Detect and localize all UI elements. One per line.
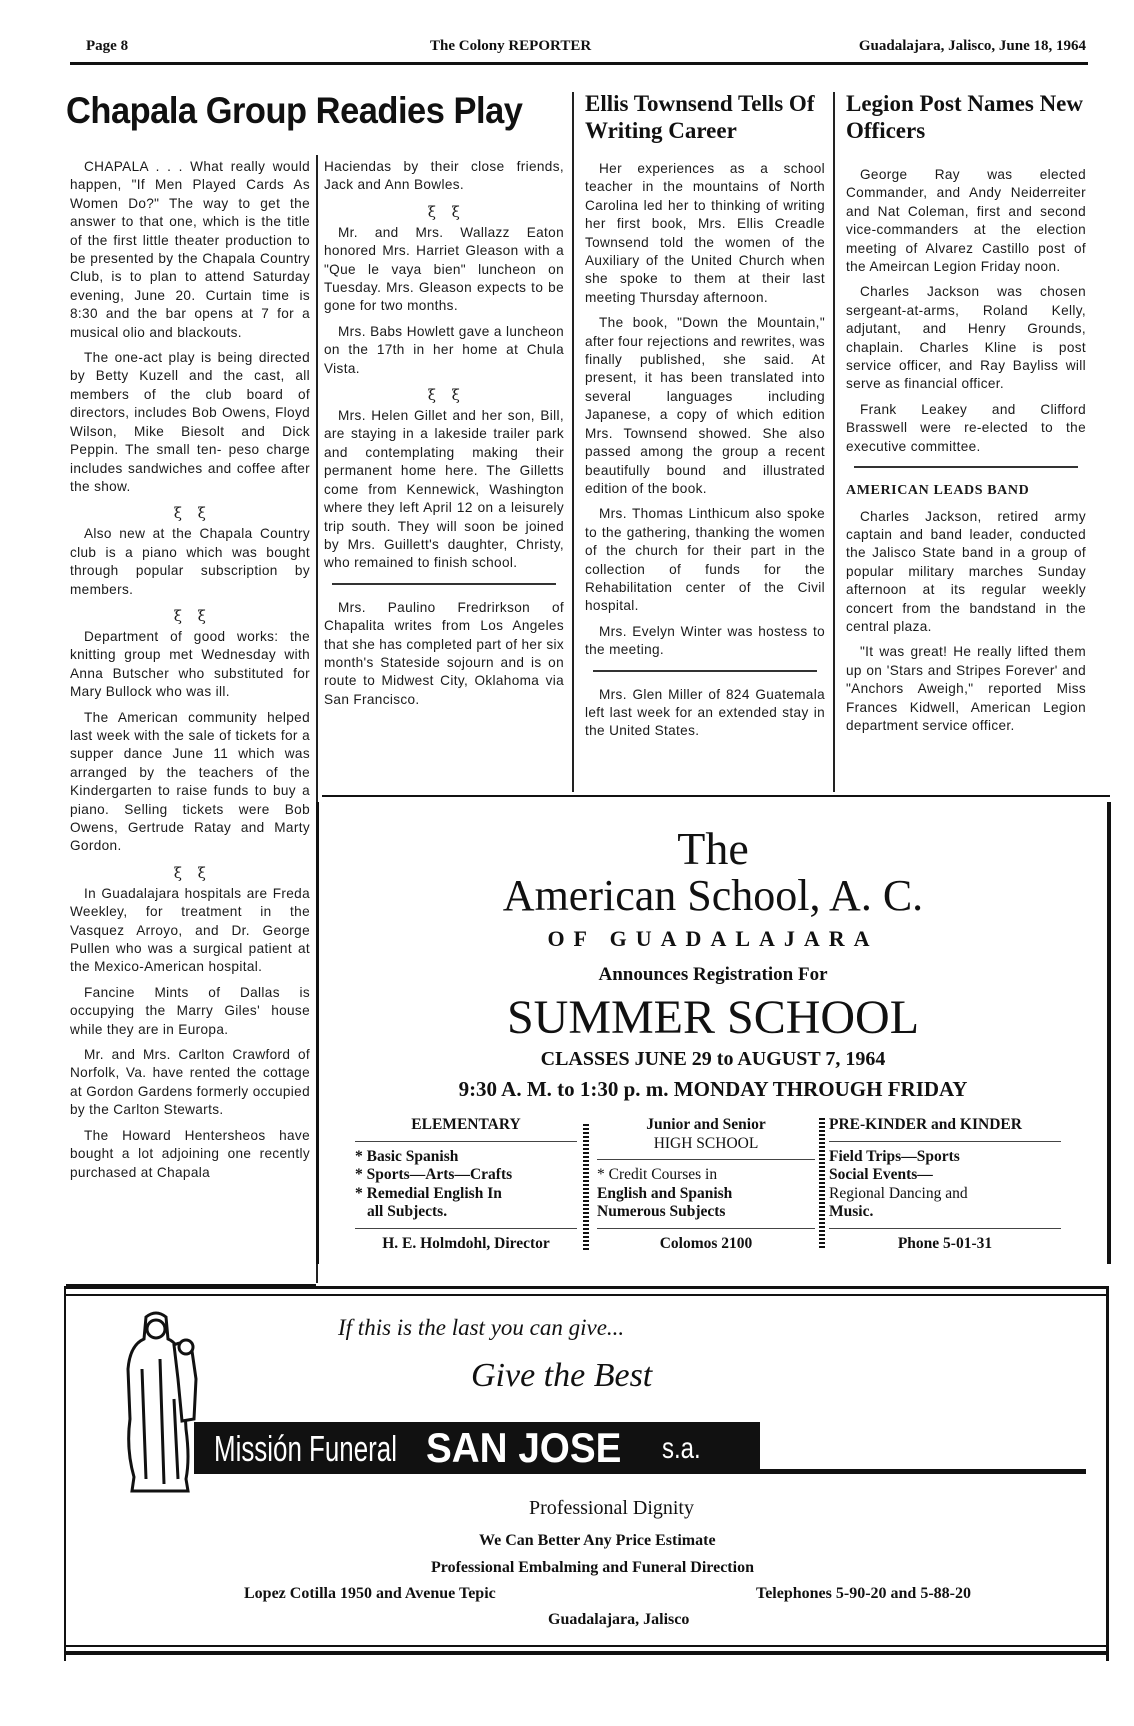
ad-column-footer: Colomos 2100	[659, 1234, 753, 1252]
ad-class-dates: CLASSES JUNE 29 to AUGUST 7, 1964	[540, 1048, 886, 1070]
ad-column-kinder	[829, 1116, 1061, 1253]
article-paragraph: Charles Jackson, retired army captain and band leader, conducted the Jalisco State band in a group of popular military marches Sunday afternoon at its regular weekly concert from the bandstand in the central plaza.	[846, 508, 1086, 634]
ad-announces: Announces Registration For	[598, 964, 828, 985]
ad-item: Field Trips—Sports	[829, 1147, 960, 1165]
ad-item: * Basic Spanish	[355, 1147, 459, 1165]
ad-column-title: ELEMENTARY	[411, 1116, 521, 1133]
chapala-column-2	[324, 158, 564, 716]
divider	[355, 1141, 577, 1142]
ornament-icon	[70, 863, 310, 885]
article-paragraph: Mrs. Evelyn Winter was hostess to the meeting.	[585, 623, 825, 658]
ad-item: * Credit Courses in	[597, 1166, 718, 1183]
legion-article	[846, 166, 1086, 742]
masthead-rule	[70, 62, 1088, 65]
ad-column-high-school	[597, 1116, 815, 1253]
divider	[597, 1228, 815, 1229]
ad-the: The	[677, 823, 749, 874]
divider	[597, 1159, 815, 1160]
article-paragraph: Her experiences as a school teacher in the mountains of North Carolina led her to thinking of writing her first book, Mrs. Ellis Creadle Townsend told the women of the Auxiliary of the United Church when she spoke to them at their last meeting Thursday afternoon.	[585, 161, 825, 305]
ad-top-rule	[322, 795, 1110, 797]
section-divider	[332, 583, 556, 585]
divider	[829, 1141, 1061, 1142]
ad-phones: Telephones 5-90-20 and 5-88-20	[756, 1585, 971, 1602]
paper-name: The Colony REPORTER	[430, 38, 592, 54]
ad-bottom-rule	[66, 1645, 1106, 1647]
article-paragraph: The American community helped last week with the sale of tickets for a supper dance June 11 which was arranged by the teachers of the Kindergarten to raise funds to buy a piano. Selling tickets were Bob Owens, Gertrude Ratay and Marty Gordon.	[70, 709, 310, 854]
brand-banner	[194, 1422, 760, 1474]
ad-dignity: Professional Dignity	[529, 1497, 694, 1519]
brand-prefix: Missión Funeral	[214, 1428, 397, 1469]
dateline: Guadalajara, Jalisco, June 18, 1964	[858, 38, 1086, 54]
article-paragraph: Mr. and Mrs. Carlton Crawford of Norfolk, Va. have rented the cottage at Gordon Gardens formerly occupied by the Carlton Stewarts.	[70, 1047, 310, 1118]
chapala-column-1	[70, 158, 310, 1189]
column-rule	[833, 92, 835, 792]
article-paragraph: Mrs. Babs Howlett gave a luncheon on the 17th in her home at Chula Vista.	[324, 323, 564, 376]
section-divider	[593, 670, 817, 672]
ad-item: all Subjects.	[367, 1203, 448, 1220]
column-rule	[572, 92, 574, 792]
brand-name: SAN JOSE	[426, 1424, 622, 1471]
article-paragraph: CHAPALA . . . What really would happen, "If Men Played Cards As Women Do?" The way to get the answer to that one, which is the title of the first little theater production to be presented by the Chapala Country Club, is to plan to attend Saturday evening, June 20. Curtain time is 8:30 and the bar opens at 7 for a musical olio and blackouts.	[70, 159, 310, 340]
divider	[829, 1228, 1061, 1229]
townsend-article	[585, 160, 825, 748]
ornament-icon	[70, 606, 310, 628]
article-paragraph: Frank Leakey and Clifford Brasswell were re-elected to the executive committee.	[846, 401, 1086, 454]
ad-column-title: PRE-KINDER and KINDER	[829, 1116, 1022, 1133]
ad-column-footer: Phone 5-01-31	[897, 1234, 993, 1252]
article-paragraph: Mr. and Mrs. Wallazz Eaton honored Mrs. Harriet Gleason with a "Que le vaya bien" luncheon on Tuesday. Mrs. Gleason expects to be gone for two months.	[324, 224, 564, 314]
ornament-icon	[70, 503, 310, 525]
article-paragraph: Mrs. Helen Gillet and her son, Bill, are staying in a lakeside trailer park and contemplating making their permanent home here. The Gilletts come from Kennewick, Washington where they left April 12 on a leisurely trip south. They will soon be joined by Mrs. Guillett's daughter, Christy, who remained to finish school.	[324, 408, 564, 571]
ad-column-elementary	[355, 1116, 577, 1253]
ornament-icon	[324, 202, 564, 224]
article-paragraph: Also new at the Chapala Country club is a piano which was bought through popular subscription by members.	[70, 526, 310, 597]
legion-headline: Legion Post Names New Officers	[846, 91, 1083, 143]
article-paragraph: George Ray was elected Commander, and Andy Neiderreiter and Nat Coleman, first and second vice-commanders at the election meeting of Alvarez Castillo post of the Ameircan Legion Friday noon.	[846, 167, 1086, 275]
ad-item: * Remedial English In	[355, 1184, 502, 1202]
article-paragraph: Mrs. Glen Miller of 824 Guatemala left last week for an extended stay in the United States.	[585, 686, 825, 739]
ornament-icon	[324, 385, 564, 407]
article-paragraph: Department of good works: the knitting group met Wednesday with Anna Butscher who substituted for Mary Bullock who was ill.	[70, 628, 310, 700]
divider	[355, 1228, 577, 1229]
ad-item: English and Spanish	[597, 1184, 733, 1202]
article-paragraph: In Guadalajara hospitals are Freda Weekley, for treatment in the Vasquez Arroyo, and Dr. George Pullen who was a surgical patient at the Mexico-American hospital.	[70, 885, 310, 975]
ad-bottom-rule	[66, 1651, 1106, 1655]
brand-underline	[760, 1469, 1086, 1474]
article-paragraph: The book, "Down the Mountain," after four rejections and rewrites, was finally published, she said. At present, it has been translated into several languages including Japanese, a copy of which edition Mrs. Townsend showed. She also passed among the group a recent beautifully bound and illustrated edition of the book.	[585, 315, 825, 496]
article-paragraph: Mrs. Thomas Linthicum also spoke to the gathering, thanking the women of the church for their part in the collection of funds for the Rehabilitation center of the Civil hospital.	[585, 506, 825, 614]
american-school-ad	[316, 802, 1111, 1264]
ad-item: * Sports—Arts—Crafts	[355, 1166, 513, 1183]
townsend-headline: Ellis Townsend Tells Of Writing Career	[585, 91, 815, 143]
band-subheading: AMERICAN LEADS BAND	[846, 483, 1030, 499]
ad-column-title: Junior and Senior	[646, 1116, 766, 1133]
page-number: Page 8	[86, 38, 129, 54]
ad-slogan: Give the Best	[471, 1357, 653, 1394]
article-paragraph: Charles Jackson was chosen sergeant-at-arms, Roland Kelly, adjutant, and Henry Grounds, chaplain. Charles Kline is post service officer, and Ray Bayliss will serve as financial officer.	[846, 284, 1086, 392]
ad-item: Regional Dancing and	[829, 1184, 968, 1202]
ad-column-subtitle: HIGH SCHOOL	[653, 1134, 759, 1152]
funeral-ad	[64, 1286, 1109, 1661]
article-paragraph: "It was great! He really lifted them up on 'Stars and Stripes Forever' and "Anchors Aweigh," reported Miss Frances Kidwell, American Legion department service officer.	[846, 644, 1086, 733]
ad-price: We Can Better Any Price Estimate	[479, 1532, 716, 1549]
brand-suffix: s.a.	[662, 1432, 701, 1465]
ad-inner-rule	[66, 1294, 1106, 1296]
article-paragraph: The Howard Hentersheos have bought a lot adjoining one recently purchased at Chapala	[70, 1127, 310, 1180]
ad-hours: 9:30 A. M. to 1:30 p. m. MONDAY THROUGH FRIDAY	[458, 1077, 968, 1101]
article-paragraph: Haciendas by their close friends, Jack and Ann Bowles.	[324, 159, 564, 193]
article-paragraph: The one-act play is being directed by Betty Kuzell and the cast, all members of the club board of directors, includes Bob Owens, Floyd Wilson, Mike Biesolt and Dick Peppin. The small ten- peso charge includes sandwiches and coffee after the show.	[70, 350, 310, 494]
dashed-divider	[583, 1124, 589, 1252]
section-divider	[854, 466, 1078, 468]
ad-city: OF GUADALAJARA	[547, 926, 879, 951]
chapala-headline: Chapala Group Readies Play	[66, 90, 523, 131]
ad-column-footer: H. E. Holmdohl, Director	[382, 1234, 550, 1252]
ad-address: Lopez Cotilla 1950 and Avenue Tepic	[244, 1585, 496, 1602]
ad-services: Professional Embalming and Funeral Direction	[431, 1559, 754, 1576]
ad-tagline: If this is the last you can give...	[338, 1315, 625, 1340]
ad-item: Music.	[829, 1203, 874, 1220]
article-paragraph: Fancine Mints of Dallas is occupying the Marry Giles' house while they are in Europa.	[70, 984, 310, 1037]
article-paragraph: Mrs. Paulino Fredrirkson of Chapalita writes from Los Angeles that she has completed part of her six month's Stateside sojourn and is on route to Midwest City, Oklahoma via San Francisco.	[324, 599, 564, 707]
ad-school-name: American School, A. C.	[502, 871, 924, 920]
ad-item: Social Events—	[829, 1166, 933, 1183]
dashed-divider	[819, 1118, 825, 1250]
ad-city: Guadalajara, Jalisco	[548, 1611, 690, 1628]
ad-item: Numerous Subjects	[597, 1203, 726, 1220]
ad-summer-school: SUMMER SCHOOL	[506, 991, 920, 1044]
